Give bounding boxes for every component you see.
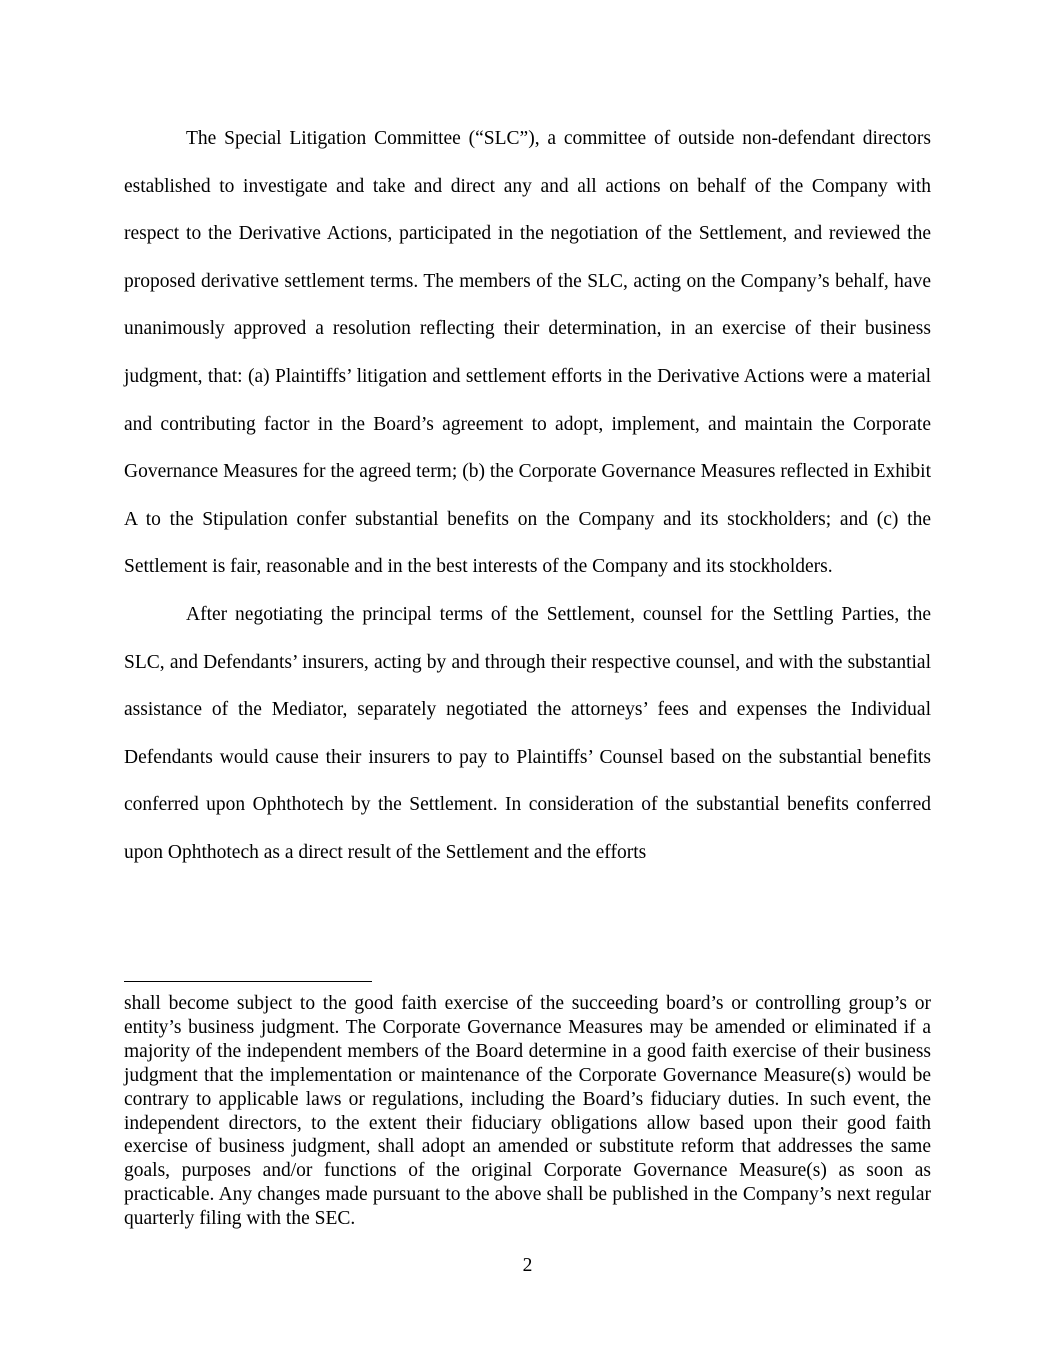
- page-number: 2: [522, 1255, 533, 1276]
- paragraph-attorneys-fees: After negotiating the principal terms of the Settlement, counsel for the Settling Parties, the SLC, and Defendants’ insurers, acting by and through their respective counsel, and with the substantial assistance of the Mediator, separately negotiated the attorneys’ fees and expenses the Individual Defendants would cause their insurers to pay to Plaintiffs’ Counsel based on the substantial benefits conferred upon Ophthotech by the Settlement. In consideration of the substantial benefits conferred upon Ophthotech as a direct result of the Settlement and the efforts: [124, 603, 931, 863]
- paragraph-slc-determination: The Special Litigation Committee (“SLC”), a committee of outside non-defendant directors established to investigate and take and direct any and all actions on behalf of the Company with respect to the Derivative Actions, participated in the negotiation of the Settlement, and reviewed the proposed derivative settlement terms. The members of the SLC, acting on the Company’s behalf, have unanimously approved a resolution reflecting their determination, in an exercise of their business judgment, that: (a) Plaintiffs’ litigation and settlement efforts in the Derivative Actions were a material and contributing factor in the Board’s agreement to adopt, implement, and maintain the Corporate Governance Measures for the agreed term; (b) the Corporate Governance Measures reflected in Exhibit A to the Stipulation confer substantial benefits on the Company and its stockholders; and (c) the Settlement is fair, reasonable and in the best interests of the Company and its stockholders.: [124, 128, 931, 578]
- body-text: [124, 115, 931, 877]
- footnote-separator: [124, 981, 372, 982]
- footnote-continuation: shall become subject to the good faith exercise of the succeeding board’s or controlling group’s or entity’s business judgment. The Corporate Governance Measures may be amended or eliminated if a majority of the independent members of the Board determine in a good faith exercise of their business judgment that the implementation or maintenance of the Corporate Governance Measure(s) would be contrary to applicable laws or regulations, including the Board’s fiduciary duties. In such event, the independent directors, to the extent their fiduciary obligations allow based upon their good faith exercise of business judgment, shall adopt an amended or substitute reform that addresses the same goals, purposes and/or functions of the original Corporate Governance Measure(s) as soon as practicable. Any changes made pursuant to the above shall be published in the Company’s next regular quarterly filing with the SEC.: [124, 993, 931, 1230]
